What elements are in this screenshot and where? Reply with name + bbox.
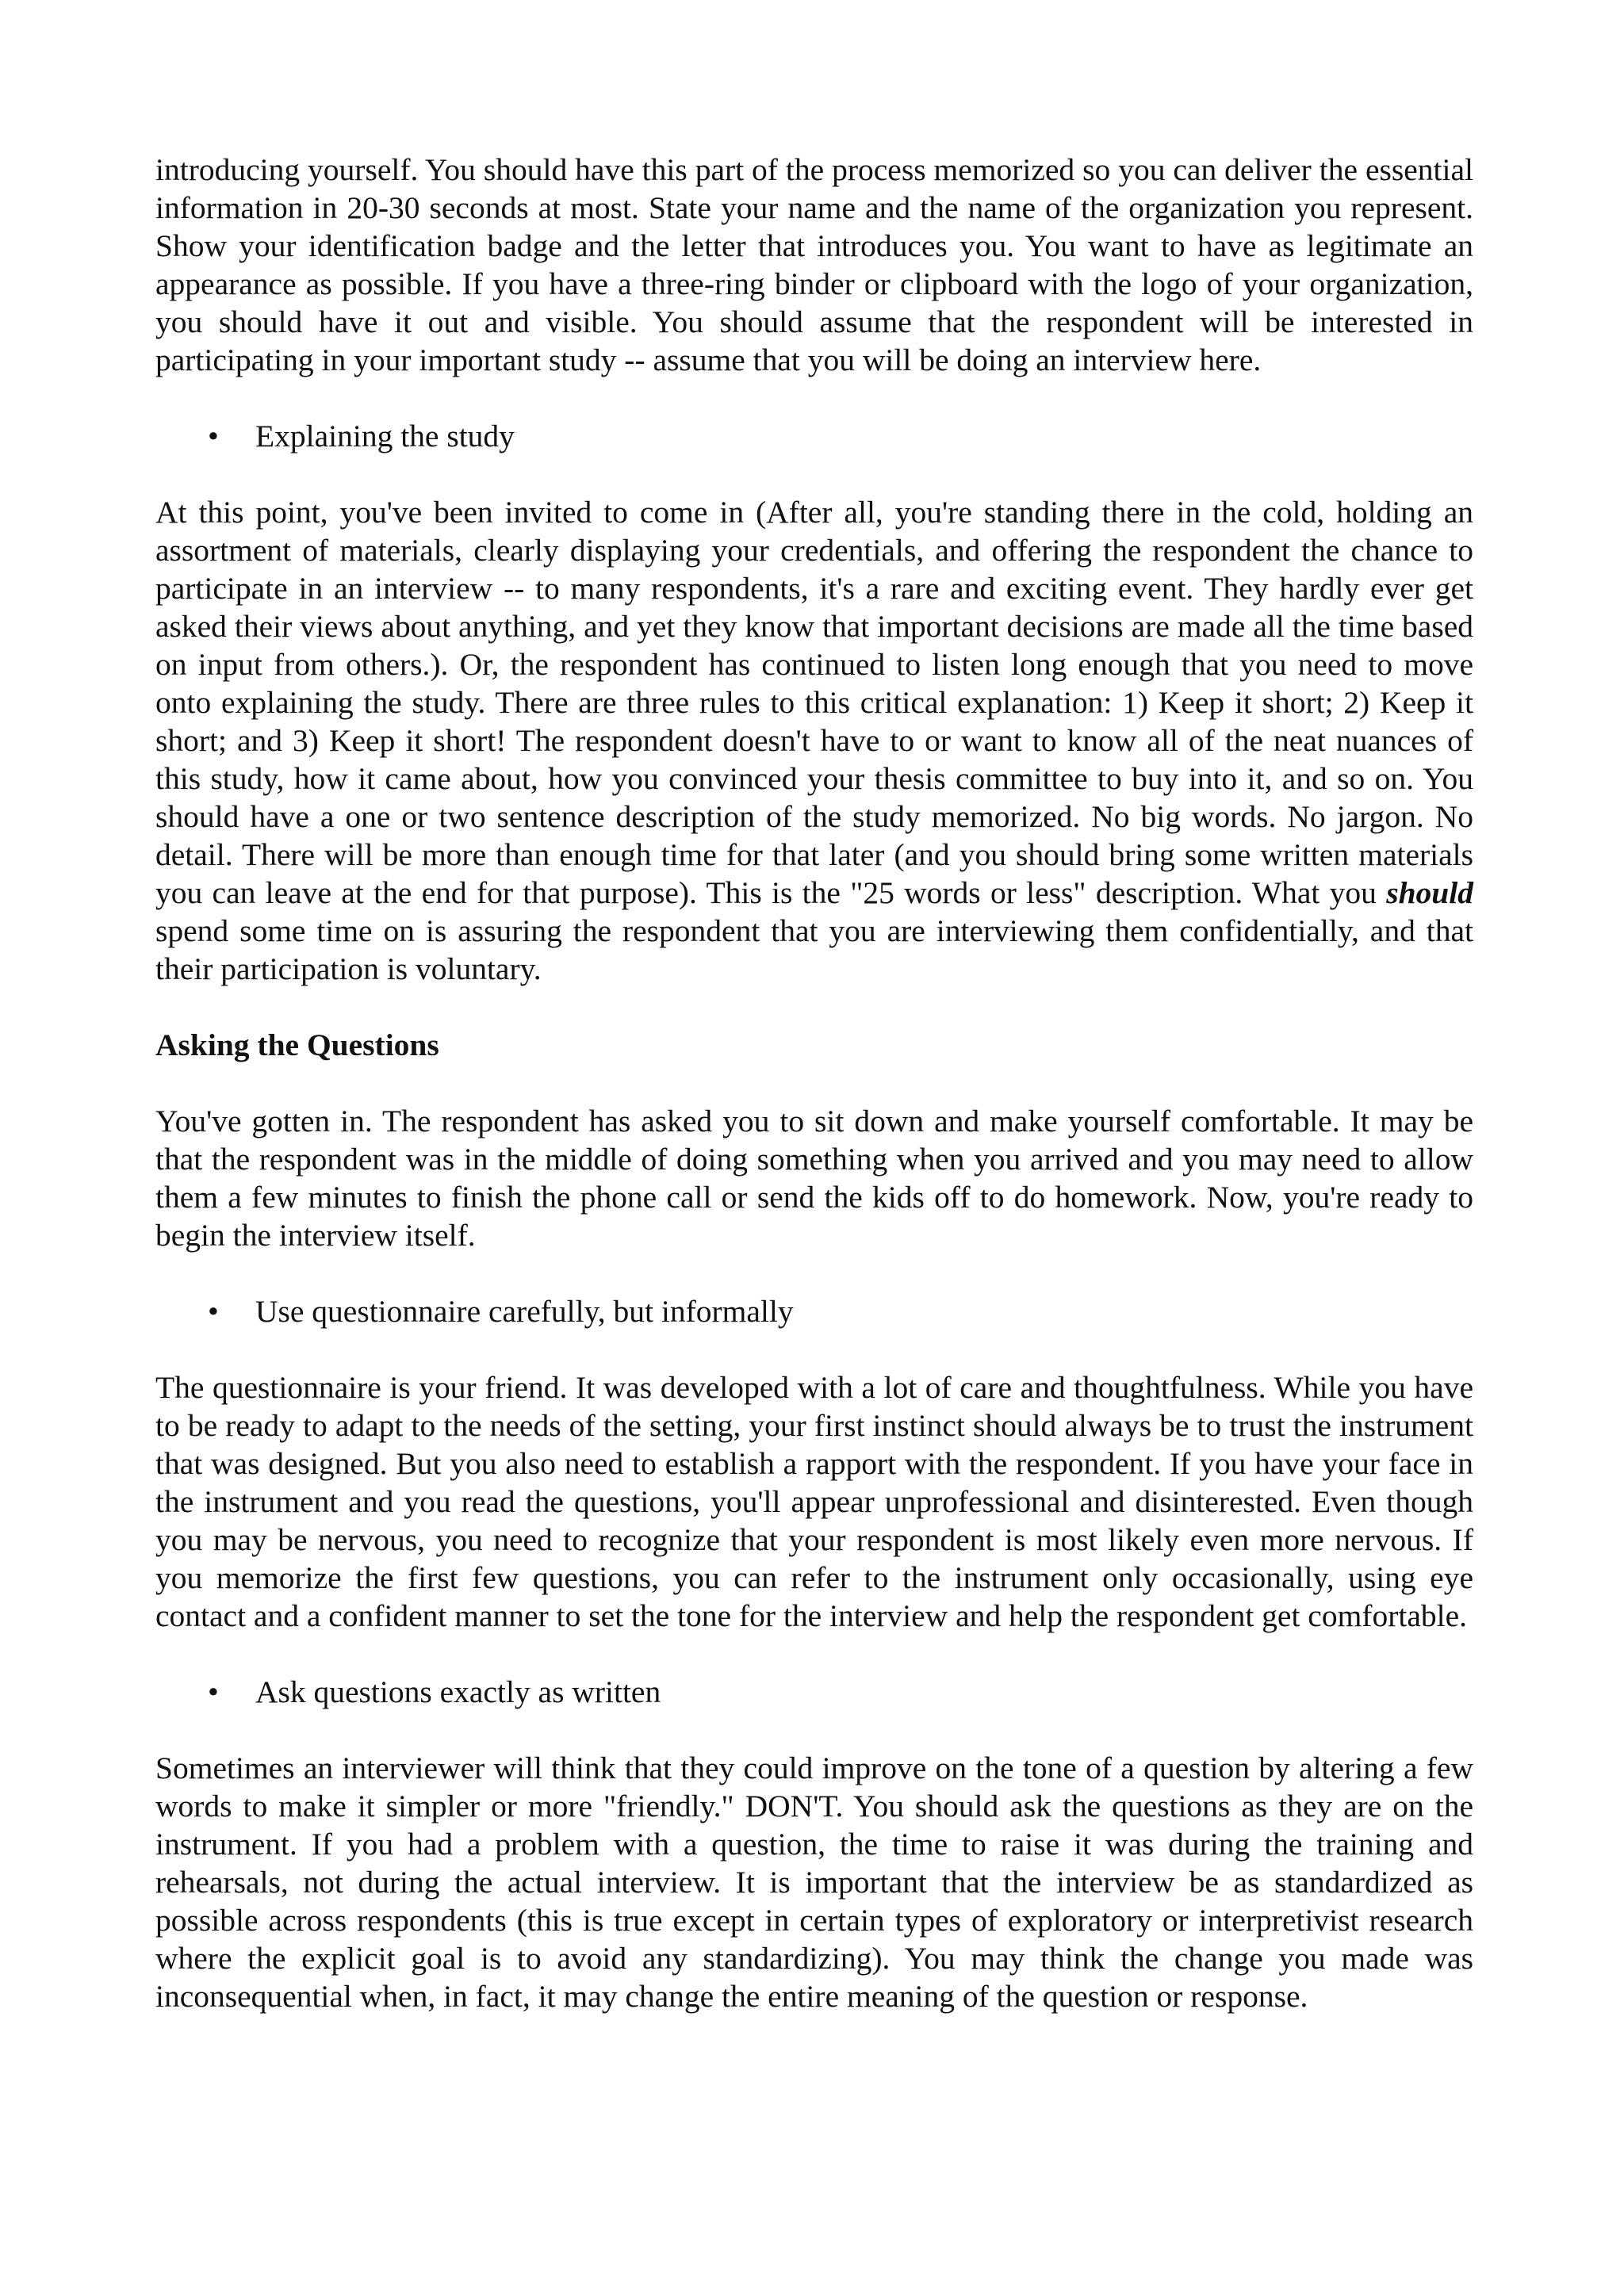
bullet-icon: • [208,1294,219,1329]
paragraph-text: At this point, you've been invited to come in (After all, you're standing there in the cold, holding an assortment of materials, clearly displaying your credentials, and offering the respondent the chance to participate in an interview -- to many respondents, it's a rare and exciting event. They hardly ever get asked their views about anything, and yet they know that important decisions are made all the time based on input from others.). Or, the respondent has continued to listen long enough that you need to move onto explaining the study. There are three rules to this critical explanation: 1) Keep it short; 2) Keep it short; and 3) Keep it short! The respondent doesn't have to or want to know all of the neat nuances of this study, how it came about, how you convinced your thesis committee to buy into it, and so on. You should have a one or two sentence description of the study memorized. No big words. No jargon. No detail. There will be more than enough time for that later (and you should bring some written materials you can leave at the end for that purpose). This is the "25 words or less" description. What you [155,495,1473,910]
bullet-explaining-the-study [155,417,1473,455]
document-page [155,151,1473,2053]
paragraph-gotten-in: You've gotten in. The respondent has asked you to sit down and make yourself comfortable. It may be that the respondent was in the middle of doing something when you arrived and you may need to allow them a few minutes to finish the phone call or send the kids off to do homework. Now, you're ready to begin the interview itself. [155,1104,1473,1253]
paragraph-explaining-study [155,493,1473,988]
paragraph-text: spend some time on is assuring the respondent that you are interviewing them confidentially, and that their participation is voluntary. [155,913,1473,986]
paragraph-introducing-yourself: introducing yourself. You should have this part of the process memorized so you can deliver the essential information in 20-30 seconds at most. State your name and the name of the organization you represent. Show your identification badge and the letter that introduces you. You want to have as legitimate an appearance as possible. If you have a three-ring binder or clipboard with the logo of your organization, you should have it out and visible. You should assume that the respondent will be interested in participating in your important study -- assume that you will be doing an interview here. [155,152,1473,377]
bullet-icon: • [208,419,219,453]
bullet-use-questionnaire [155,1292,1473,1330]
bullet-icon: • [208,1674,219,1709]
bullet-label: Explaining the study [255,419,515,453]
paragraph-questionnaire: The questionnaire is your friend. It was developed with a lot of care and thoughtfulness. While you have to be ready to adapt to the needs of the setting, your first instinct should always be to trust the instrument that was designed. But you also need to establish a rapport with the respondent. If you have your face in the instrument and you read the questions, you'll appear unprofessional and disinterested. Even though you may be nervous, you need to recognize that your respondent is most likely even more nervous. If you memorize the first few questions, you can refer to the instrument only occasionally, using eye contact and a confident manner to set the tone for the interview and help the respondent get comfortable. [155,1370,1473,1633]
bullet-label: Use questionnaire carefully, but informally [255,1294,794,1329]
section-heading-asking-questions: Asking the Questions [155,1027,439,1062]
emphasis-should: should [1386,875,1473,910]
paragraph-ask-exactly: Sometimes an interviewer will think that they could improve on the tone of a question by altering a few words to make it simpler or more "friendly." DON'T. You should ask the questions as they are on the instrument. If you had a problem with a question, the time to raise it was during the training and rehearsals, not during the actual interview. It is important that the interview be as standardized as possible across respondents (this is true except in certain types of exploratory or interpretivist research where the explicit goal is to avoid any standardizing). You may think the change you made was inconsequential when, in fact, it may change the entire meaning of the question or response. [155,1751,1473,2014]
bullet-label: Ask questions exactly as written [255,1674,661,1709]
bullet-ask-exactly [155,1673,1473,1711]
